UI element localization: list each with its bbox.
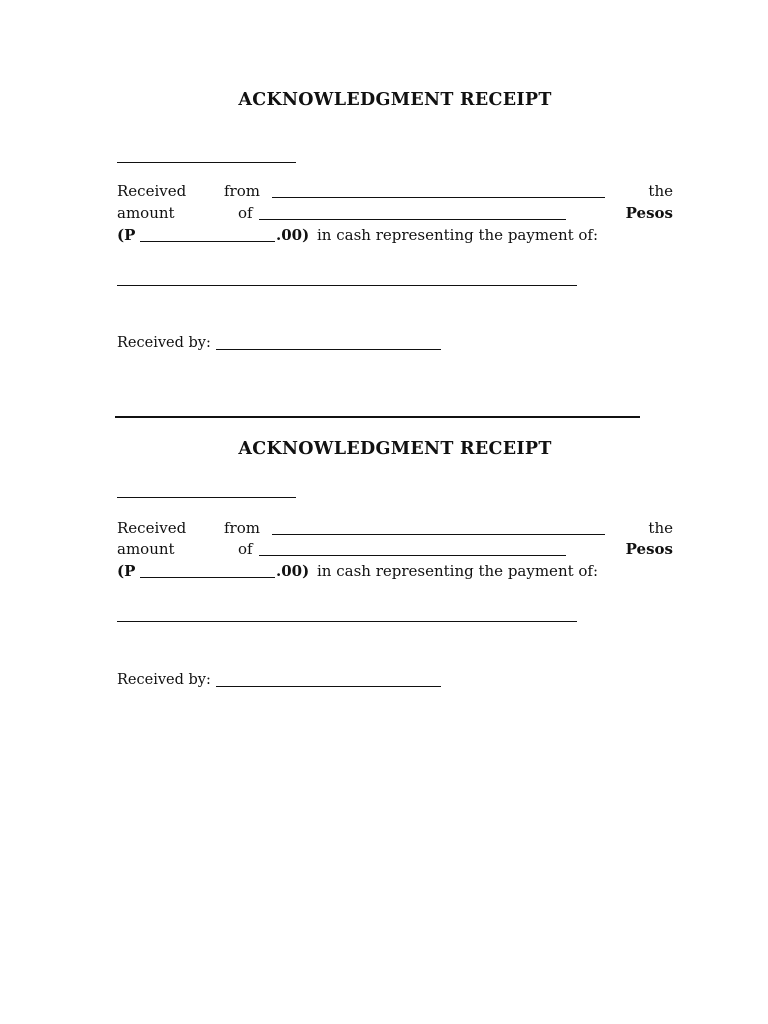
peso-amount-blank[interactable] [140, 241, 275, 242]
receipt-title: ACKNOWLEDGMENT RECEIPT [238, 439, 552, 459]
receipt-form-1 [117, 88, 673, 351]
amount-row [117, 539, 673, 560]
received-from-row [117, 181, 673, 202]
received-from-row [117, 518, 673, 539]
payment-purpose-blank[interactable] [117, 621, 577, 622]
pesos-label: Pesos [625, 204, 673, 222]
payment-description: in cash representing the payment of: [317, 226, 599, 244]
received-by-label: Received by: [117, 335, 211, 351]
peso-amount-blank[interactable] [140, 577, 275, 578]
payer-name-blank[interactable] [272, 534, 605, 535]
received-label: Received [117, 182, 187, 200]
receipt-title: ACKNOWLEDGMENT RECEIPT [238, 90, 552, 110]
peso-prefix: (P [117, 562, 136, 580]
date-blank-line[interactable] [117, 162, 296, 163]
from-label: from [224, 519, 260, 537]
peso-amount-row [117, 225, 673, 246]
received-by-blank[interactable] [216, 686, 441, 687]
the-label: the [648, 519, 673, 537]
amount-row [117, 203, 673, 224]
the-label: the [648, 182, 673, 200]
amount-label: amount [117, 204, 175, 222]
of-label: of [238, 540, 253, 558]
amount-label: amount [117, 540, 175, 558]
peso-suffix: .00) [276, 226, 310, 244]
received-label: Received [117, 519, 187, 537]
from-label: from [224, 182, 260, 200]
received-by-label: Received by: [117, 672, 211, 688]
amount-in-words-blank[interactable] [259, 555, 566, 556]
received-by-blank[interactable] [216, 349, 441, 350]
cut-divider-line [115, 416, 640, 418]
peso-suffix: .00) [276, 562, 310, 580]
date-blank-line[interactable] [117, 497, 296, 498]
amount-in-words-blank[interactable] [259, 219, 566, 220]
payment-purpose-blank[interactable] [117, 285, 577, 286]
peso-prefix: (P [117, 226, 136, 244]
pesos-label: Pesos [625, 540, 673, 558]
payer-name-blank[interactable] [272, 197, 605, 198]
receipt-form-2 [117, 437, 673, 688]
payment-description: in cash representing the payment of: [317, 562, 599, 580]
peso-amount-row [117, 561, 673, 582]
of-label: of [238, 204, 253, 222]
